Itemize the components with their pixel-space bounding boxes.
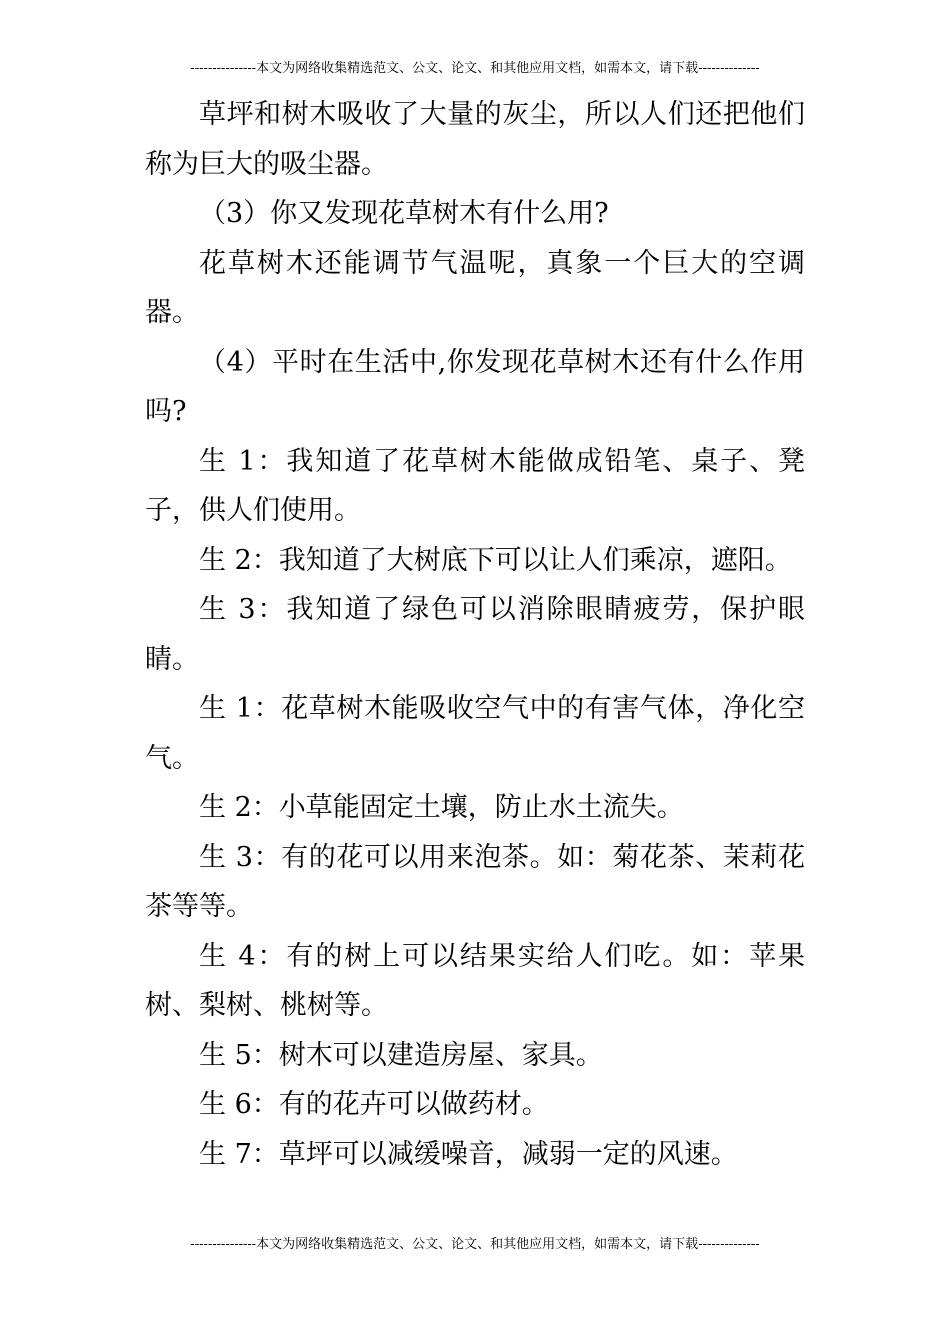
paragraph-student-6-medicine: 生 6：有的花卉可以做药材。 — [199, 1089, 549, 1120]
paragraph-student-3-eyes: 生 3：我知道了绿色可以消除眼睛疲劳，保护眼睛。 — [145, 594, 805, 675]
paragraph-dust-absorber: 草坪和树木吸收了大量的灰尘，所以人们还把他们称为巨大的吸尘器。 — [145, 99, 805, 180]
paragraph-student-1-furniture: 生 1：我知道了花草树木能做成铅笔、桌子、凳子，供人们使用。 — [145, 445, 805, 526]
paragraph-student-3-tea: 生 3：有的花可以用来泡茶。如：菊花茶、茉莉花茶等等。 — [145, 841, 805, 922]
paragraph-student-2-soil: 生 2：小草能固定土壤，防止水土流失。 — [199, 792, 684, 823]
paragraph-student-2-shade: 生 2：我知道了大树底下可以让人们乘凉，遮阳。 — [199, 544, 792, 576]
page-footer: ---------------本文为网络收集精选范文、公文、论文、和其他应用文档，如需本文，请下载-------------- — [190, 1237, 760, 1252]
paragraph-student-4-fruit: 生 4：有的树上可以结果实给人们吃。如：苹果树、梨树、桃树等。 — [145, 940, 805, 1021]
page-header: ---------------本文为网络收集精选范文、公文、论文、和其他应用文档，如需本文，请下载-------------- — [190, 61, 760, 76]
paragraph-air-conditioner: 花草树木还能调节气温呢，真象一个巨大的空调器。 — [145, 247, 805, 328]
paragraph-student-1-air: 生 1：花草树木能吸收空气中的有害气体，净化空气。 — [145, 693, 805, 774]
document-body — [145, 90, 805, 1179]
paragraph-student-7-noise: 生 7：草坪可以减缓噪音，减弱一定的风速。 — [199, 1138, 738, 1170]
paragraph-student-5-house: 生 5：树木可以建造房屋、家具。 — [199, 1039, 603, 1071]
paragraph-question-4: （4）平时在生活中,你发现花草树木还有什么作用吗? — [145, 346, 805, 427]
paragraph-question-3: （3）你又发现花草树木有什么用? — [199, 198, 609, 229]
